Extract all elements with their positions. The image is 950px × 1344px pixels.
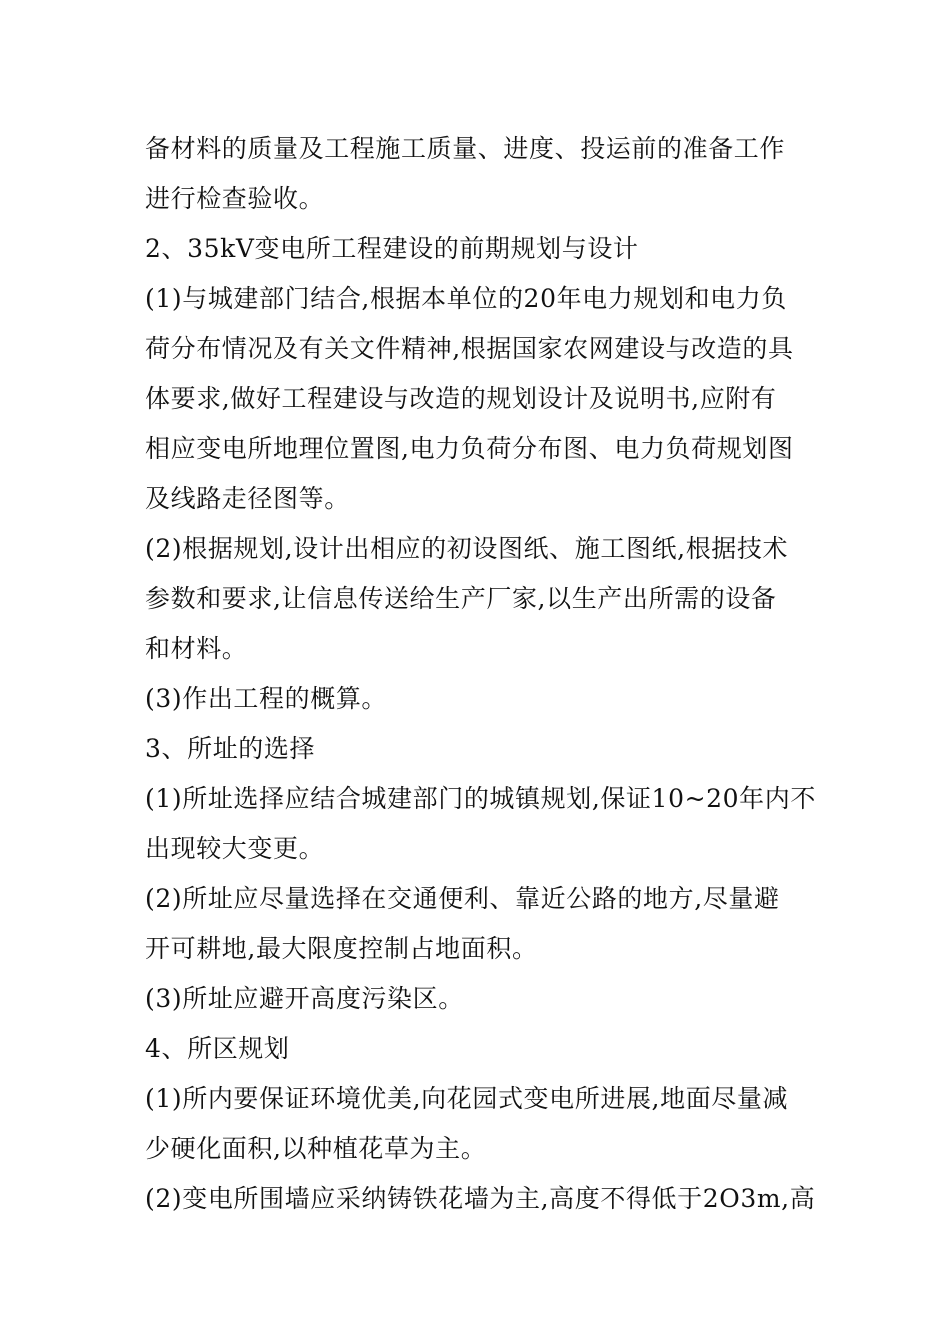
section-heading: 3、所址的选择	[145, 734, 316, 763]
text-line: (2)变电所围墙应采纳铸铁花墙为主,高度不得低于2O3m,高	[145, 1184, 816, 1213]
text-line: (1)所址选择应结合城建部门的城镇规划,保证10~20年内不	[145, 784, 816, 813]
text-line: (1)所内要保证环境优美,向花园式变电所进展,地面尽量减	[145, 1084, 789, 1113]
text-line: 进行检查验收。	[145, 184, 325, 213]
text-line: 体要求,做好工程建设与改造的规划设计及说明书,应附有	[145, 384, 777, 413]
text-line: 参数和要求,让信息传送给生产厂家,以生产出所需的设备	[145, 584, 777, 613]
text-line: 和材料。	[145, 634, 248, 663]
text-line: 开可耕地,最大限度控制占地面积。	[145, 934, 538, 963]
document-body	[145, 124, 816, 1224]
text-line: 备材料的质量及工程施工质量、进度、投运前的准备工作	[145, 134, 786, 163]
text-line: (3)作出工程的概算。	[145, 684, 388, 713]
text-line: 出现较大变更。	[145, 834, 325, 863]
text-line: (2)所址应尽量选择在交通便利、靠近公路的地方,尽量避	[145, 884, 780, 913]
text-line: 及线路走径图等。	[145, 484, 350, 513]
text-line: (1)与城建部门结合,根据本单位的20年电力规划和电力负	[145, 284, 787, 313]
text-line: (3)所址应避开高度污染区。	[145, 984, 464, 1013]
section-heading: 4、所区规划	[145, 1034, 290, 1063]
text-line: 少硬化面积,以种植花草为主。	[145, 1134, 487, 1163]
section-heading: 2、35kV变电所工程建设的前期规划与设计	[145, 234, 639, 263]
text-line: 相应变电所地理位置图,电力负荷分布图、电力负荷规划图	[145, 434, 794, 463]
text-line: 荷分布情况及有关文件精神,根据国家农网建设与改造的具	[145, 334, 794, 363]
text-line: (2)根据规划,设计出相应的初设图纸、施工图纸,根据技术	[145, 534, 789, 563]
